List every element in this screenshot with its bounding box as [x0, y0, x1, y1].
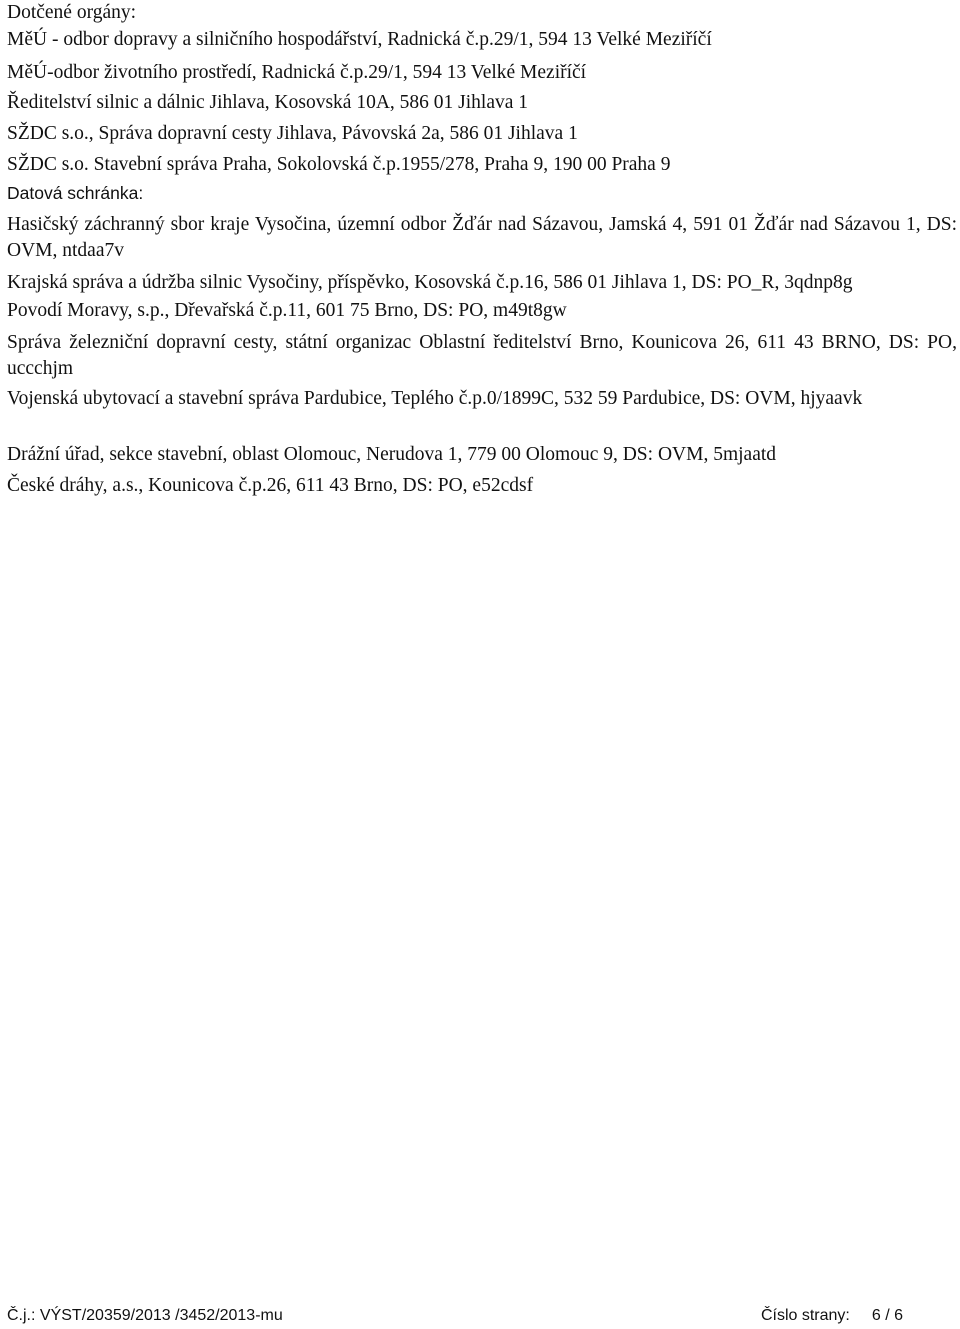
databox-heading: Datová schránka: [7, 183, 144, 203]
organ-item: SŽDC s.o., Správa dopravní cesty Jihlava, Pávovská 2a, 586 01 Jihlava 1 [7, 123, 578, 144]
databox-item: Povodí Moravy, s.p., Dřevařská č.p.11, 601 75 Brno, DS: PO, m49t8gw [7, 300, 567, 321]
databox-item: Hasičský záchranný sbor kraje Vysočina, územní odbor Žďár nad Sázavou, Jamská 4, 591 01 Žďár nad Sázavou 1, DS: OVM, ntdaa7v [7, 214, 957, 261]
footer-page-label: Číslo strany: [760, 1307, 850, 1324]
organ-item: SŽDC s.o. Stavební správa Praha, Sokolovská č.p.1955/278, Praha 9, 190 00 Praha 9 [7, 154, 671, 175]
organ-item: MěÚ - odbor dopravy a silničního hospodářství, Radnická č.p.29/1, 594 13 Velké Meziříčí [7, 29, 712, 50]
databox-item: Krajská správa a údržba silnic Vysočiny, příspěvko, Kosovská č.p.16, 586 01 Jihlava 1, DS: PO_R, 3qdnp8g [7, 272, 853, 293]
footer-reference [7, 1307, 283, 1325]
databox-item: České dráhy, a.s., Kounicova č.p.26, 611 43 Brno, DS: PO, e52cdsf [7, 475, 534, 496]
footer-page-number [761, 1307, 903, 1325]
organs-heading: Dotčené orgány: [7, 2, 137, 23]
footer-ref-label: Č.j.: [7, 1307, 36, 1324]
databox-item: Správa železniční dopravní cesty, státní organizac Oblastní ředitelství Brno, Kounicova 26, 611 43 BRNO, DS: PO, uccchjm [7, 332, 957, 379]
organ-item: Ředitelství silnic a dálnic Jihlava, Kosovská 10A, 586 01 Jihlava 1 [7, 92, 529, 113]
databox-item: Drážní úřad, sekce stavební, oblast Olomouc, Nerudova 1, 779 00 Olomouc 9, DS: OVM, 5mjaatd [7, 444, 777, 465]
databox-item: Vojenská ubytovací a stavební správa Pardubice, Teplého č.p.0/1899C, 532 59 Pardubice, DS: OVM, hjyaavk [7, 388, 863, 409]
footer-ref-value: VÝST/20359/2013 /3452/2013-mu [39, 1307, 283, 1324]
footer-page-value: 6 / 6 [871, 1307, 903, 1324]
organ-item: MěÚ-odbor životního prostředí, Radnická č.p.29/1, 594 13 Velké Meziříčí [7, 62, 587, 83]
